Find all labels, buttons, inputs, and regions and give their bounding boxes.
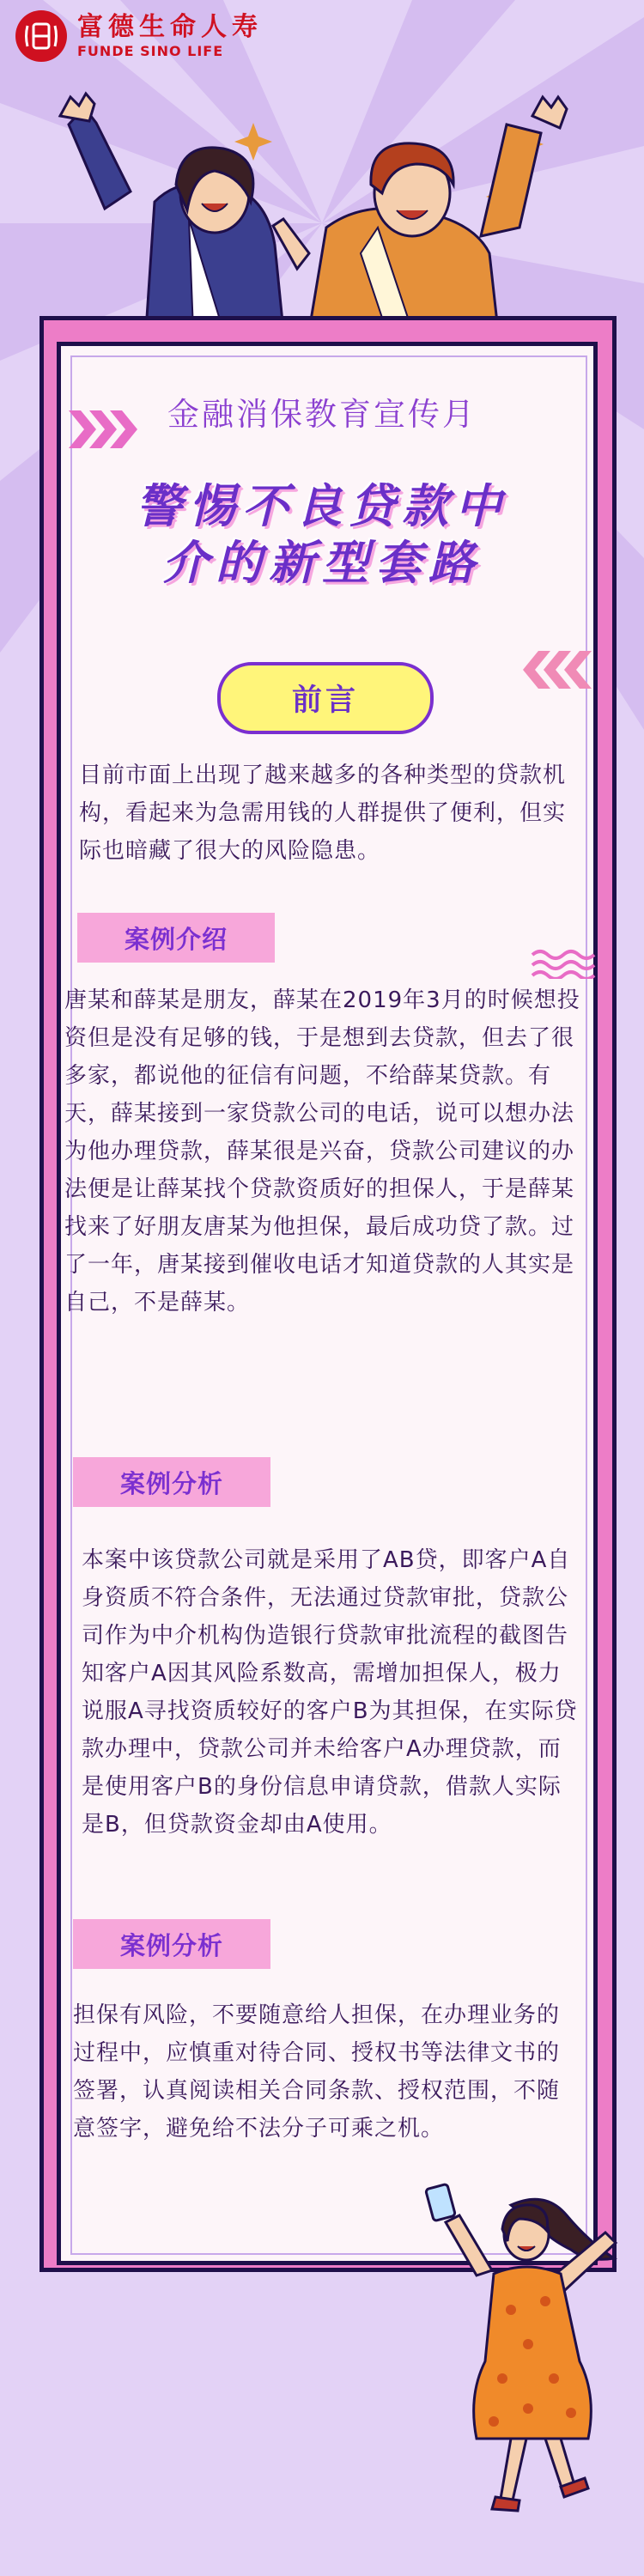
brand-name-cn: 富德生命人寿 [77,12,263,42]
brand-logo [15,10,263,62]
preface-text: 目前市面上出现了越来越多的各种类型的贷款机构，看起来为急需用钱的人群提供了便利，但实际也暗藏了很大的风险隐患。 [79,762,567,864]
cheering-couple-illustration [52,82,584,331]
case-intro-label: 案例介绍 [77,913,275,963]
case-analysis-2-text: 担保有风险，不要随意给人担保，在办理业务的过程中，应慎重对待合同、授权书等法律文书的签署，认真阅读相关合同条款、授权范围，不随意签字，避免给不法分子可乘之机。 [73,2002,561,2142]
headline-line-1: 警惕不良贷款中 [136,479,508,533]
case-analysis-label: 案例分析 [73,1457,270,1507]
brand-name-en: FUNDE SINO LIFE [77,43,224,59]
preface-label: 前言 [217,662,434,734]
chevron-arrows-icon [519,651,592,689]
case-analysis-text: 本案中该贷款公司就是采用了AB贷，即客户A自身资质不符合条件，无法通过贷款审批，贷款公司作为中介机构伪造银行贷款审批流程的截图告知客户A因其风险系数高，需增加担保人，极力说服A寻找资质较好的客户B为其担保，在实际贷款办理中，贷款公司并未给客户A办理贷款，而是使用客户B的身份信息申请贷款，借款人实际是B，但贷款资金却由A使用。 [82,1547,578,1838]
funde-logo-icon [15,10,67,62]
headline-line-2: 介的新型套路 [162,536,482,590]
case-analysis-2-label: 案例分析 [73,1919,270,1969]
case-intro-text: 唐某和薛某是朋友，薛某在2019年3月的时候想投资但是没有足够的钱，于是想到去贷款，但去了很多家，都说他的征信有问题，不给薛某贷款。有天，薛某接到一家贷款公司的电话，说可以想办法为他办理贷款，薛某很是兴奋，贷款公司建议的办法便是让薛某找个贷款资质好的担保人，于是薛某找来了好朋友唐某为他担保，最后成功贷了款。过了一年，唐某接到催收电话才知道贷款的人其实是自己，不是薛某。 [64,987,580,1315]
wave-lines-icon [531,948,598,979]
celebrating-woman-illustration [416,2181,635,2529]
campaign-title: 金融消保教育宣传月 [167,396,477,433]
